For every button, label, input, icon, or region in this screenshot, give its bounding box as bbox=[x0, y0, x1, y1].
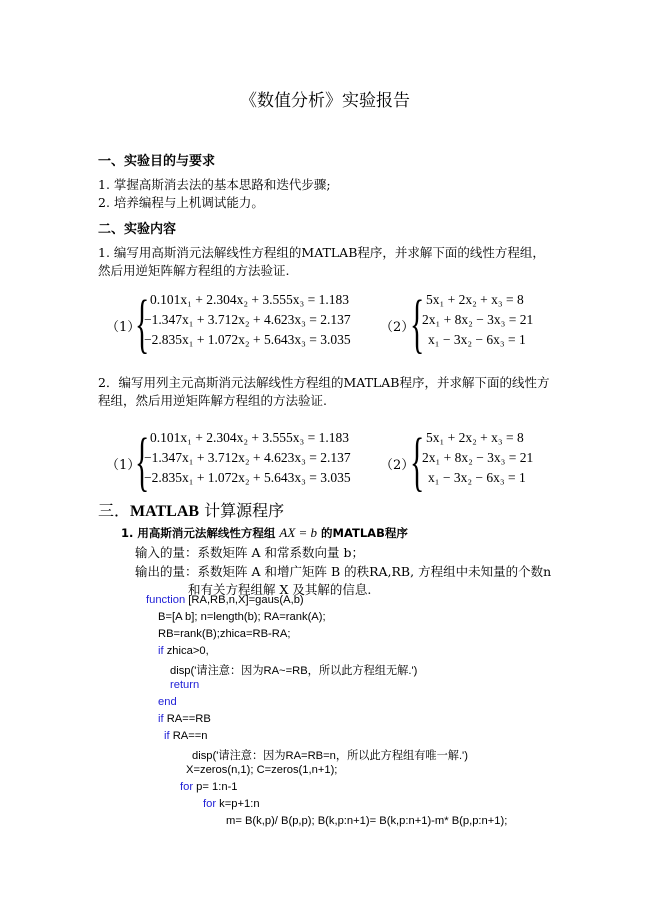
system1-eq3: −2.835x₁ + 1.072x₂ + 5.643x₃ = 3.035 bbox=[144, 470, 351, 485]
code-line-3: RB=rank(B);zhica=RB-RA; bbox=[158, 628, 291, 640]
section1-heading: 一、实验目的与要求 bbox=[98, 154, 216, 169]
code-line-2: B=[A b]; n=length(b); RA=rank(A); bbox=[158, 611, 326, 623]
code-keyword: function bbox=[146, 594, 186, 606]
code-line-9 bbox=[164, 730, 208, 742]
system2-eq2: 2x₁ + 8x₂ − 3x₃ = 21 bbox=[422, 312, 534, 327]
section3-heading-prefix: 三． bbox=[98, 501, 131, 520]
code-text: p= 1:n-1 bbox=[193, 781, 238, 793]
output-description-2: 和有关方程组解 X 及其解的信息. bbox=[188, 582, 372, 597]
subsection-suffix: 的MATLAB程序 bbox=[317, 526, 408, 540]
code-keyword: if bbox=[158, 645, 164, 657]
code-line-5: disp('请注意：因为RA~=RB，所以此方程组无解.') bbox=[170, 665, 418, 677]
system2-eq1: 5x₁ + 2x₂ + x₃ = 8 bbox=[426, 430, 524, 445]
code-line-8 bbox=[158, 713, 211, 725]
system1-eq1: 0.101x₁ + 2.304x₂ + 3.555x₃ = 1.183 bbox=[150, 292, 349, 307]
goal-item-1: 1. 掌握高斯消去法的基本思路和迭代步骤; bbox=[98, 177, 331, 192]
subsection-math: AX = b bbox=[279, 525, 318, 540]
goal-item-2: 2. 培养编程与上机调试能力。 bbox=[98, 195, 264, 210]
section2-heading: 二、实验内容 bbox=[98, 222, 177, 237]
code-line-13 bbox=[203, 798, 260, 810]
code-line-14: m= B(k,p)/ B(p,p); B(k,p:n+1)= B(k,p:n+1)-m* B(p,p:n+1); bbox=[226, 815, 508, 827]
system1-eq2: −1.347x₁ + 3.712x₂ + 4.623x₃ = 2.137 bbox=[144, 450, 351, 465]
code-keyword: for bbox=[203, 798, 217, 810]
system2-label: （2） bbox=[380, 320, 415, 335]
code-text: RA==RB bbox=[163, 713, 211, 725]
code-keyword: if bbox=[164, 730, 170, 742]
system1-label: （1） bbox=[106, 458, 141, 473]
code-line-1 bbox=[146, 594, 304, 606]
code-line-6: return bbox=[170, 679, 200, 691]
system2-label: （2） bbox=[380, 458, 415, 473]
section3-heading bbox=[98, 498, 284, 521]
system2-eq1: 5x₁ + 2x₂ + x₃ = 8 bbox=[426, 292, 524, 307]
system2-eq3: x₁ − 3x₂ − 6x₃ = 1 bbox=[428, 332, 526, 347]
code-text: zhica>0, bbox=[163, 645, 209, 657]
equation-block-1 bbox=[98, 287, 568, 364]
system2-eq3: x₁ − 3x₂ − 6x₃ = 1 bbox=[428, 470, 526, 485]
subsection-prefix: 1. 用高斯消元法解线性方程组 bbox=[121, 526, 280, 540]
task1-line1: 1. 编写用高斯消元法解线性方程组的MATLAB程序，并求解下面的线性方程组， bbox=[98, 245, 545, 260]
code-line-4 bbox=[158, 645, 209, 657]
section3-heading-latin: MATLAB bbox=[130, 503, 200, 520]
task1-line2: 然后用逆矩阵解方程组的方法验证. bbox=[98, 263, 290, 278]
subsection-heading bbox=[121, 525, 408, 541]
section3-heading-suffix: 计算源程序 bbox=[199, 501, 285, 520]
code-line-7: end bbox=[158, 696, 177, 708]
system2-brace: { bbox=[410, 287, 425, 360]
system2-eq2: 2x₁ + 8x₂ − 3x₃ = 21 bbox=[422, 450, 534, 465]
equation-block-2 bbox=[98, 425, 568, 502]
system1-eq3: −2.835x₁ + 1.072x₂ + 5.643x₃ = 3.035 bbox=[144, 332, 351, 347]
code-keyword: for bbox=[180, 781, 194, 793]
system1-brace: { bbox=[135, 425, 150, 498]
system1-label: （1） bbox=[106, 320, 141, 335]
input-description: 输入的量：系数矩阵 A 和常系数向量 b； bbox=[135, 545, 364, 560]
output-description-1: 输出的量：系数矩阵 A 和增广矩阵 B 的秩RA,RB, 方程组中未知量的个数n bbox=[135, 564, 552, 579]
code-text: RA==n bbox=[169, 730, 208, 742]
system2-brace: { bbox=[410, 425, 425, 498]
system1-eq2: −1.347x₁ + 3.712x₂ + 4.623x₃ = 2.137 bbox=[144, 312, 351, 327]
code-text: k=p+1:n bbox=[216, 798, 260, 810]
code-text: [RA,RB,n,X]=gaus(A,b) bbox=[185, 594, 304, 606]
system1-eq1: 0.101x₁ + 2.304x₂ + 3.555x₃ = 1.183 bbox=[150, 430, 349, 445]
code-line-11: X=zeros(n,1); C=zeros(1,n+1); bbox=[186, 764, 338, 776]
task2-line2: 程组，然后用逆矩阵解方程组的方法验证. bbox=[98, 393, 327, 408]
task2-line1: 2．编写用列主元高斯消元法解线性方程组的MATLAB程序，并求解下面的线性方 bbox=[98, 375, 550, 390]
code-keyword: if bbox=[158, 713, 164, 725]
code-line-10: disp('请注意：因为RA=RB=n，所以此方程组有唯一解.') bbox=[192, 750, 468, 762]
system1-brace: { bbox=[135, 287, 150, 360]
code-line-12 bbox=[180, 781, 238, 793]
page-title: 《数值分析》实验报告 bbox=[240, 91, 410, 111]
